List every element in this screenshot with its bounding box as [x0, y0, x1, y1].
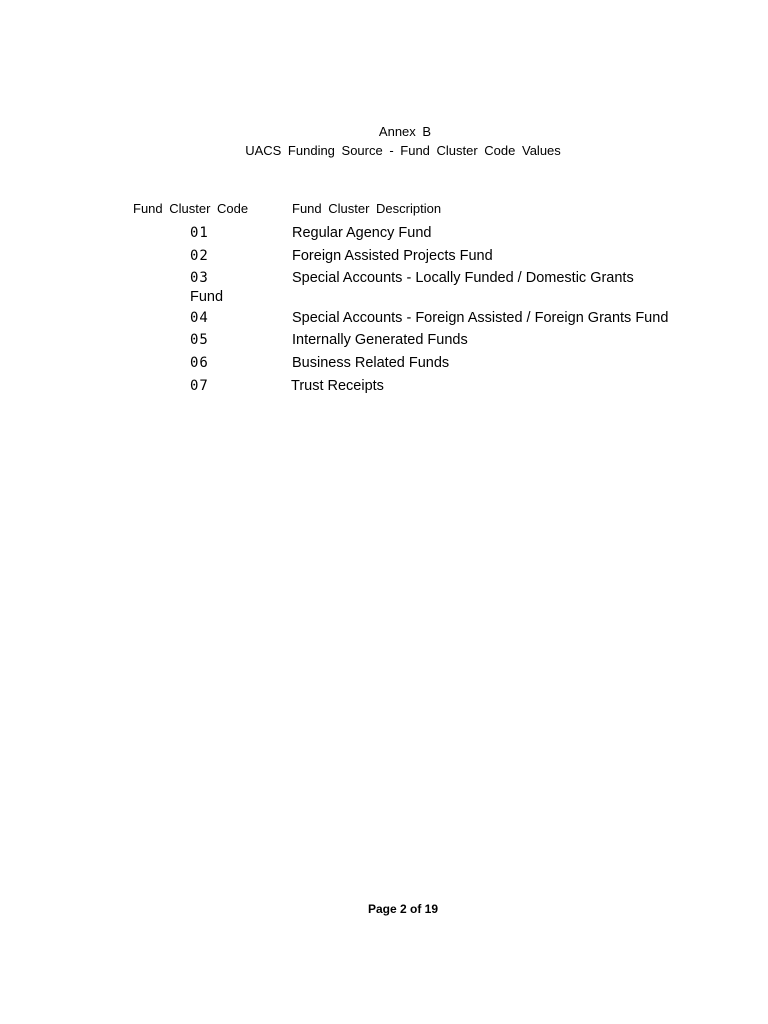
table-row-description: Business Related Funds: [292, 355, 450, 371]
table-row-description: Trust Receipts: [291, 378, 384, 394]
annex-title: Annex B: [378, 124, 432, 139]
table-row-description: Special Accounts - Foreign Assisted / Foreign Grants Fund: [292, 310, 669, 326]
table-row-code: 04: [190, 310, 209, 326]
table-row-description: Foreign Assisted Projects Fund: [292, 248, 493, 264]
document-subtitle: UACS Funding Source - Fund Cluster Code Values: [245, 143, 561, 158]
table-row-code: 03: [190, 270, 209, 286]
column-header-code: Fund Cluster Code: [133, 201, 249, 216]
page-number-footer: Page 2 of 19: [367, 902, 439, 916]
table-row-code: 07: [190, 378, 209, 394]
table-row-code: 06: [190, 355, 209, 371]
table-row-code: 01: [190, 225, 209, 241]
column-header-description: Fund Cluster Description: [292, 201, 442, 216]
table-row-description: Special Accounts - Locally Funded / Domestic Grants: [292, 270, 634, 286]
table-row-description: Regular Agency Fund: [292, 225, 432, 241]
table-row-code: 05: [190, 332, 209, 348]
table-row-code: 02: [190, 248, 209, 264]
table-row-description: Internally Generated Funds: [292, 332, 468, 348]
table-row-description-continued: Fund: [190, 289, 224, 305]
